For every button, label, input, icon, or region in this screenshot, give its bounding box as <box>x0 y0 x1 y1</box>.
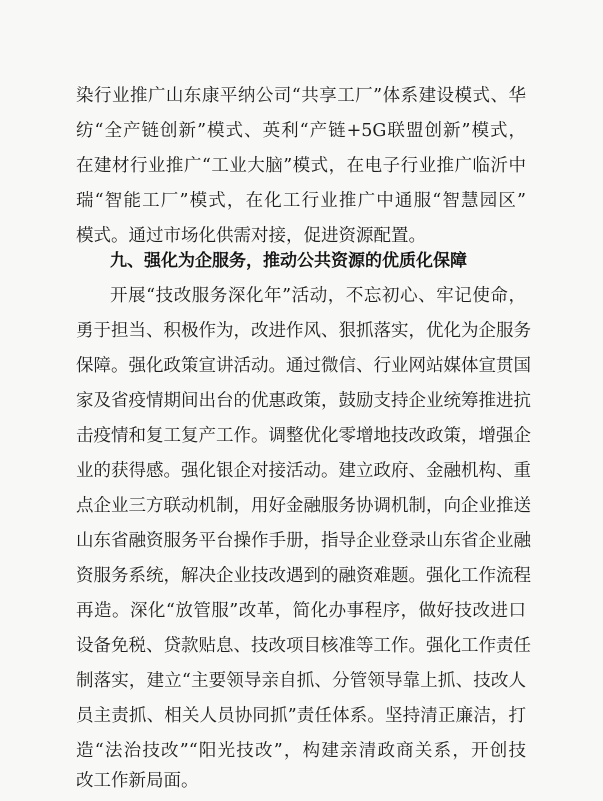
paragraph-line: 模式。通过市场化供需对接，促进资源配置。 <box>76 226 426 246</box>
section-heading: 九、强化为企服务，推动公共资源的优质化保障 <box>110 251 467 271</box>
paragraph-line: 纺“全产链创新”模式、英利“产链+5G联盟创新”模式， <box>76 121 526 141</box>
paragraph-line: 设备免税、贷款贴息、技改项目核准等工作。强化工作责任 <box>76 636 531 656</box>
paragraph-line: 制落实，建立“主要领导亲自抓、分管领导靠上抓、技改人 <box>76 671 526 691</box>
paragraph-line: 造“法治技改”“阳光技改”，构建亲清政商关系，开创技 <box>76 741 526 761</box>
paragraph-line: 染行业推广山东康平纳公司“共享工厂”体系建设模式、华 <box>76 86 526 106</box>
paragraph-line: 击疫情和复工复产工作。调整优化零增地技改政策，增强企 <box>76 426 531 446</box>
paragraph-line: 再造。深化“放管服”改革，简化办事程序，做好技改进口 <box>76 601 526 621</box>
paragraph-line: 资服务系统，解决企业技改遇到的融资难题。强化工作流程 <box>76 566 531 586</box>
paragraph-line: 业的获得感。强化银企对接活动。建立政府、金融机构、重 <box>76 461 531 481</box>
paragraph-line: 瑞“智能工厂”模式，在化工行业推广中通服“智慧园区” <box>76 191 526 211</box>
paragraph-line: 勇于担当、积极作为，改进作风、狠抓落实，优化为企服务 <box>76 321 531 341</box>
paragraph-line: 点企业三方联动机制，用好金融服务协调机制，向企业推送 <box>76 496 531 516</box>
paragraph-line: 家及省疫情期间出台的优惠政策，鼓励支持企业统筹推进抗 <box>76 391 531 411</box>
paragraph-line: 在建材行业推广“工业大脑”模式，在电子行业推广临沂中 <box>76 156 526 176</box>
paragraph-line: 保障。强化政策宣讲活动。通过微信、行业网站媒体宣贯国 <box>76 356 531 376</box>
paragraph-line: 开展“技改服务深化年”活动，不忘初心、牢记使命， <box>110 286 526 306</box>
paragraph-line: 改工作新局面。 <box>76 771 199 791</box>
paragraph-line: 员主责抓、相关人员协同抓”责任体系。坚持清正廉洁，打 <box>76 706 526 726</box>
paragraph-line: 山东省融资服务平台操作手册，指导企业登录山东省企业融 <box>76 531 531 551</box>
